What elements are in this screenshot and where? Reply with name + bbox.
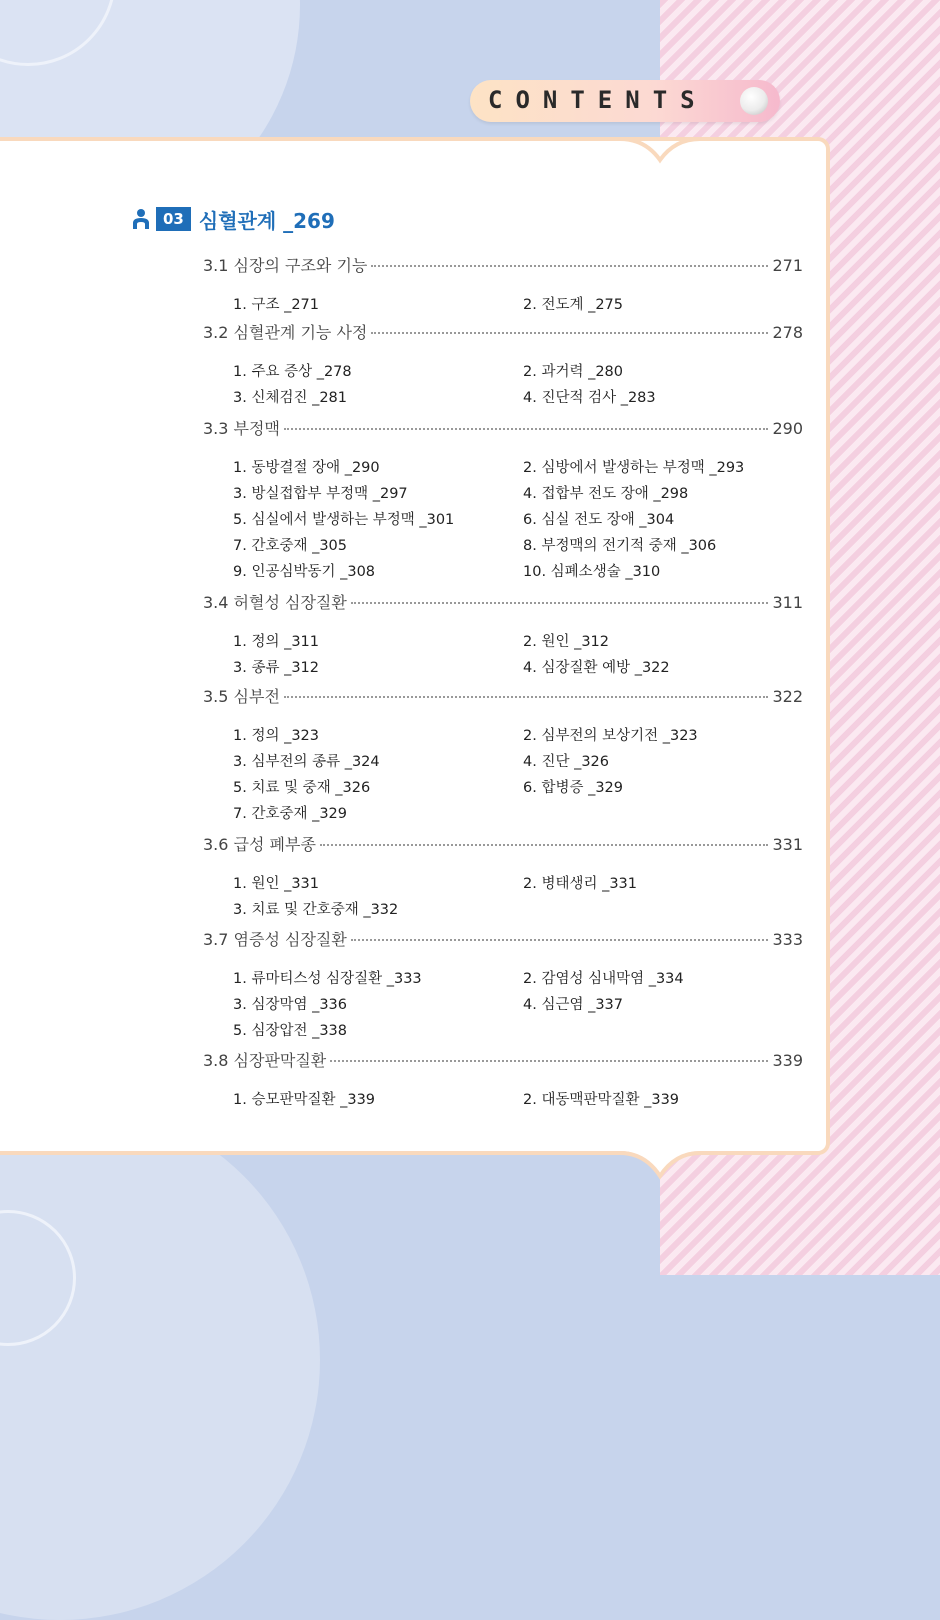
- toc-entry[interactable]: 2. 심방에서 발생하는 부정맥 _293: [523, 460, 745, 476]
- contents-title: CONTENTS: [488, 86, 708, 114]
- chapter-title: 심혈관계 _269: [198, 208, 335, 233]
- dot-leader: [371, 332, 768, 334]
- section-heading[interactable]: [203, 832, 803, 854]
- section-page-number: 331: [772, 835, 803, 854]
- toc-entry[interactable]: 10. 심폐소생술 _310: [523, 564, 661, 580]
- section-title: 3.6 급성 폐부종: [203, 835, 316, 854]
- toc-entry[interactable]: 1. 동방결절 장애 _290: [233, 460, 380, 476]
- contents-header: [470, 80, 780, 122]
- section-heading[interactable]: [203, 590, 803, 612]
- toc-entry[interactable]: 5. 치료 및 중재 _326: [233, 780, 371, 796]
- section-heading[interactable]: [203, 416, 803, 438]
- toc-entry[interactable]: 3. 심부전의 종류 _324: [233, 754, 380, 770]
- toc-entry[interactable]: 5. 심실에서 발생하는 부정맥 _301: [233, 512, 455, 528]
- toc-entry[interactable]: 7. 간호중재 _305: [233, 538, 348, 554]
- panel-notch-top: [620, 128, 700, 168]
- toc-entry[interactable]: 3. 심장막염 _336: [233, 997, 348, 1013]
- toc-entry[interactable]: 2. 대동맥판막질환 _339: [523, 1092, 680, 1108]
- person-icon: [130, 207, 152, 231]
- toc-entry[interactable]: 1. 주요 증상 _278: [233, 364, 352, 380]
- toc-entry[interactable]: 5. 심장압전 _338: [233, 1023, 348, 1039]
- section-page-number: 311: [772, 593, 803, 612]
- toc-entry[interactable]: 2. 과거력 _280: [523, 364, 623, 380]
- section-heading[interactable]: [203, 320, 803, 342]
- dot-leader: [351, 602, 769, 604]
- section-page-number: 271: [772, 256, 803, 275]
- dot-leader: [351, 939, 769, 941]
- toc-entry[interactable]: 4. 진단 _326: [523, 754, 609, 770]
- dot-leader: [284, 696, 769, 698]
- dot-leader: [330, 1060, 768, 1062]
- toc-entry[interactable]: 1. 구조 _271: [233, 297, 319, 313]
- toc-entry[interactable]: 8. 부정맥의 전기적 중재 _306: [523, 538, 717, 554]
- section-page-number: 333: [772, 930, 803, 949]
- section-title: 3.7 염증성 심장질환: [203, 930, 347, 949]
- toc-entry[interactable]: 1. 정의 _311: [233, 634, 319, 650]
- section-title: 3.5 심부전: [203, 687, 280, 706]
- section-heading[interactable]: [203, 1048, 803, 1070]
- toc-entry[interactable]: 3. 종류 _312: [233, 660, 319, 676]
- toc-entry[interactable]: 2. 병태생리 _331: [523, 876, 638, 892]
- section-page-number: 322: [772, 687, 803, 706]
- section-title: 3.4 허혈성 심장질환: [203, 593, 347, 612]
- section-heading[interactable]: [203, 927, 803, 949]
- toc-entry[interactable]: 4. 심장질환 예방 _322: [523, 660, 670, 676]
- toc-entry[interactable]: 3. 신체검진 _281: [233, 390, 348, 406]
- toc-entry[interactable]: 3. 치료 및 간호중재 _332: [233, 902, 399, 918]
- dot-leader: [320, 844, 769, 846]
- toc-entry[interactable]: 4. 심근염 _337: [523, 997, 623, 1013]
- toc-entry[interactable]: 2. 감염성 심내막염 _334: [523, 971, 684, 987]
- toc-entry[interactable]: 3. 방실접합부 부정맥 _297: [233, 486, 408, 502]
- section-heading[interactable]: [203, 684, 803, 706]
- toc-entry[interactable]: 2. 전도계 _275: [523, 297, 623, 313]
- section-page-number: 290: [772, 419, 803, 438]
- section-page-number: 339: [772, 1051, 803, 1070]
- toc-entry[interactable]: 1. 정의 _323: [233, 728, 319, 744]
- toc-entry[interactable]: 6. 합병증 _329: [523, 780, 623, 796]
- section-title: 3.8 심장판막질환: [203, 1051, 327, 1070]
- contents-panel: [0, 137, 830, 1155]
- toc-entry[interactable]: 9. 인공심박동기 _308: [233, 564, 376, 580]
- toc-entry[interactable]: 7. 간호중재 _329: [233, 806, 348, 822]
- panel-notch-bottom: [620, 1148, 700, 1188]
- section-page-number: 278: [772, 323, 803, 342]
- dot-leader: [284, 428, 769, 430]
- dot-leader: [371, 265, 768, 267]
- toc-entry[interactable]: 1. 승모판막질환 _339: [233, 1092, 376, 1108]
- toc-entry[interactable]: 4. 진단적 검사 _283: [523, 390, 656, 406]
- section-title: 3.1 심장의 구조와 기능: [203, 256, 368, 275]
- chapter-heading[interactable]: [130, 205, 335, 233]
- toc-entry[interactable]: 2. 심부전의 보상기전 _323: [523, 728, 698, 744]
- section-heading[interactable]: [203, 253, 803, 275]
- toc-entry[interactable]: 4. 접합부 전도 장애 _298: [523, 486, 689, 502]
- toc-entry[interactable]: 6. 심실 전도 장애 _304: [523, 512, 675, 528]
- toc-entry[interactable]: 1. 원인 _331: [233, 876, 319, 892]
- section-title: 3.2 심혈관계 기능 사정: [203, 323, 368, 342]
- pearl-ball-icon: [740, 87, 768, 115]
- toc-entry[interactable]: 1. 류마티스성 심장질환 _333: [233, 971, 422, 987]
- section-title: 3.3 부정맥: [203, 419, 280, 438]
- decorative-circle: [0, 1100, 320, 1620]
- toc-entry[interactable]: 2. 원인 _312: [523, 634, 609, 650]
- chapter-number: 03: [156, 207, 191, 231]
